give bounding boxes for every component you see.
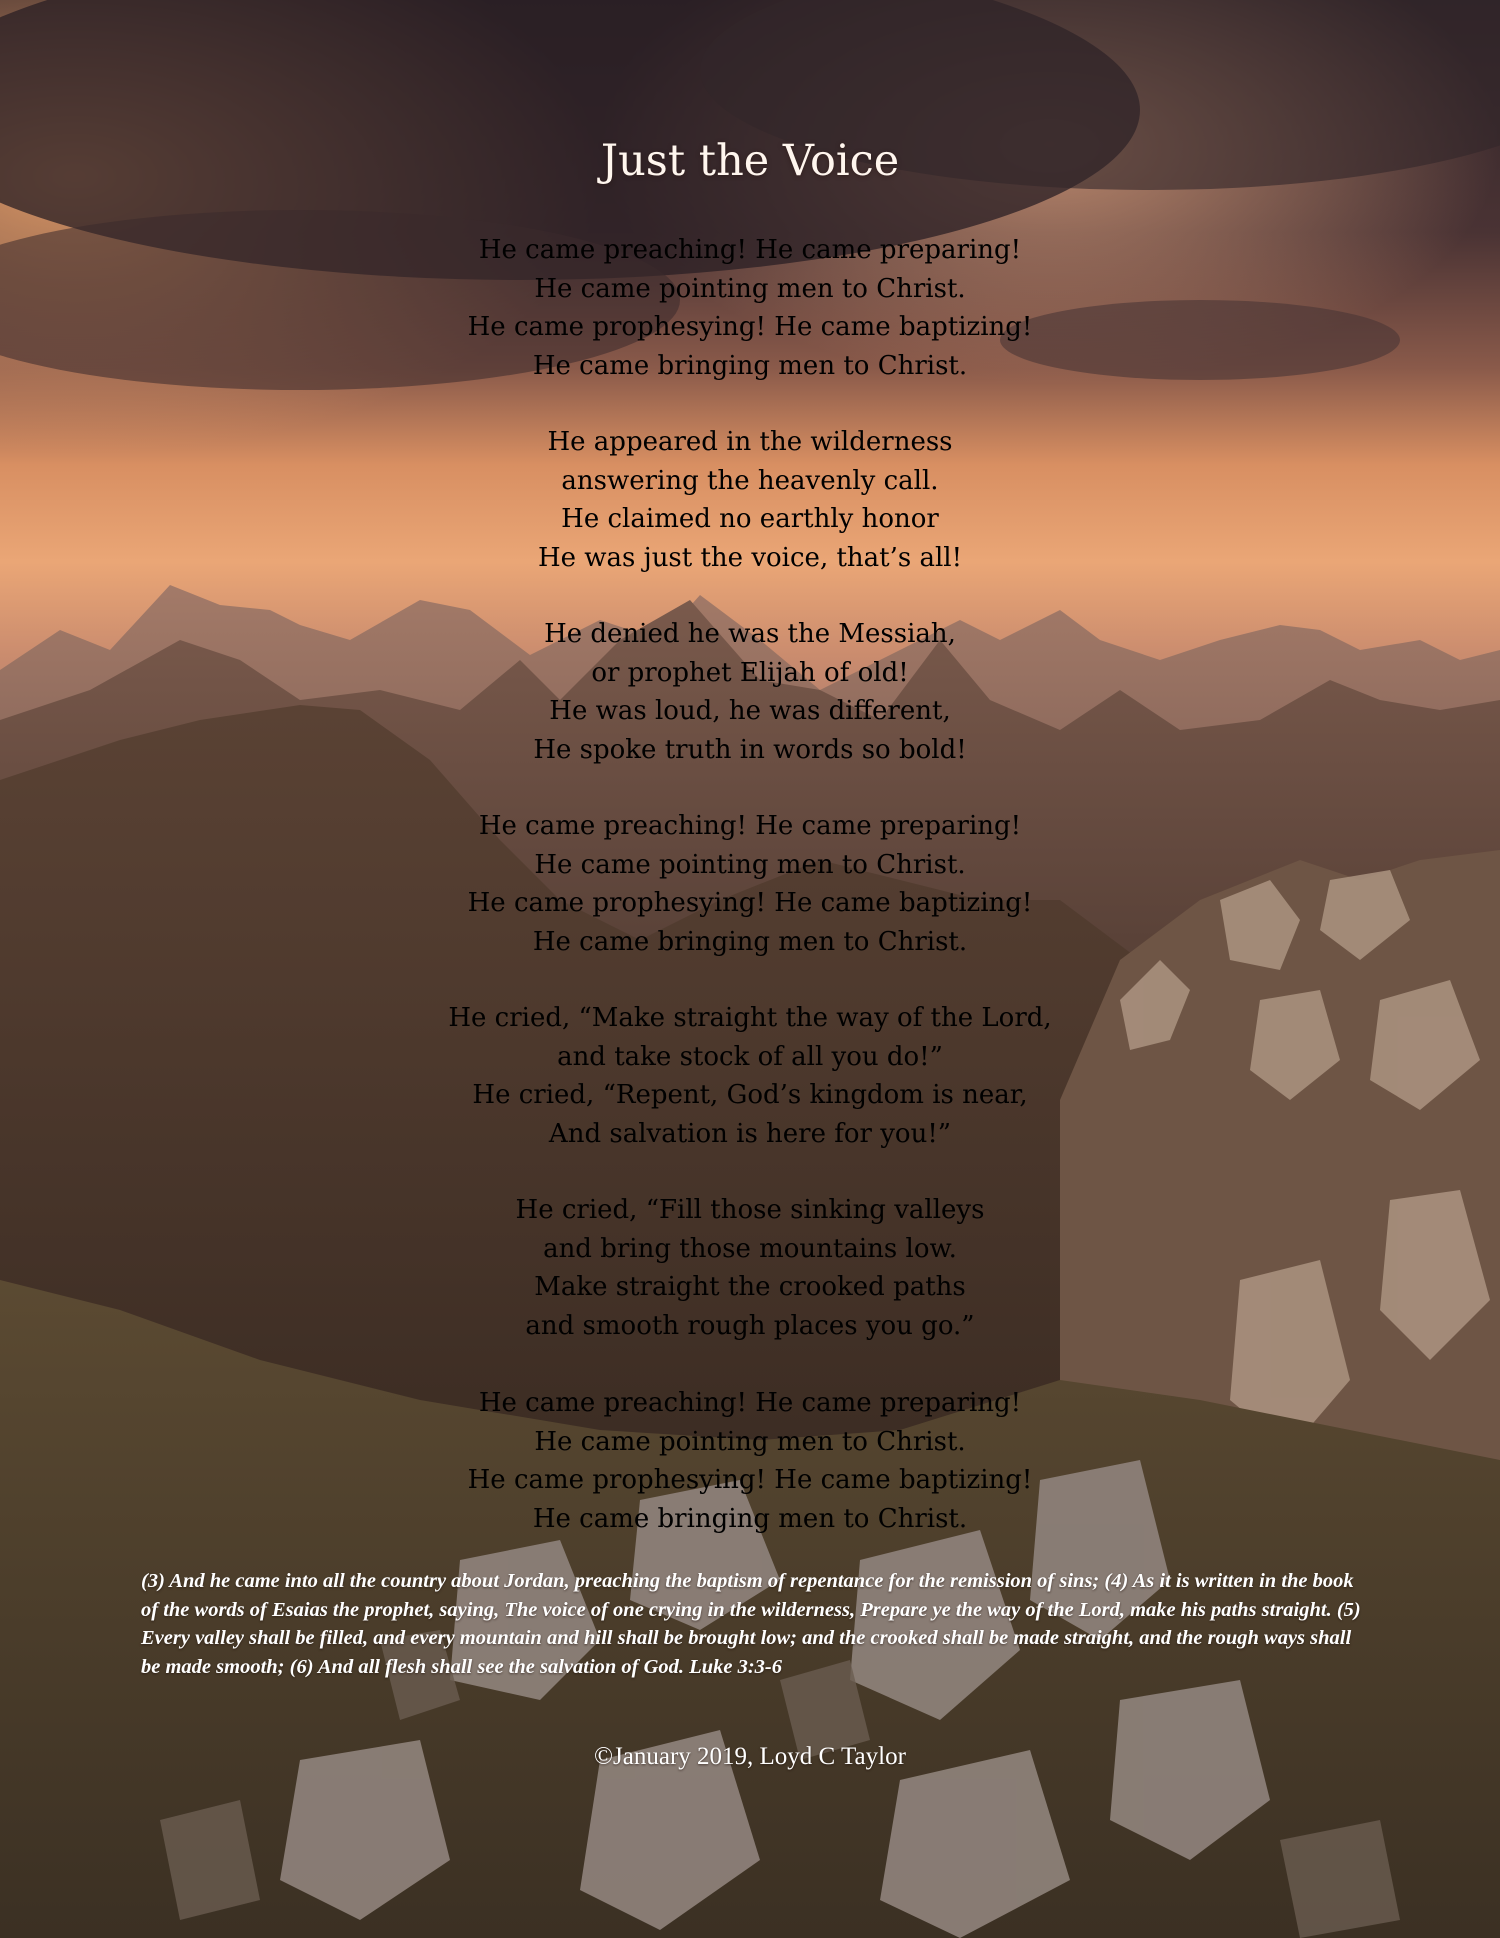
poem-line: He came prophesying! He came baptizing! (467, 1465, 1033, 1495)
poem-line: Make straight the crooked paths (534, 1272, 966, 1302)
stanza-3 (0, 615, 1500, 769)
poem-line: He came pointing men to Christ. (534, 1426, 966, 1457)
poem-line: He came preaching! He came preparing! (478, 1388, 1022, 1418)
stanza-4 (0, 807, 1500, 961)
copyright-notice: ©January 2019, Loyd C Taylor (594, 1743, 906, 1770)
scripture-quote: (3) And he came into all the country about Jordan, preaching the baptism of repentance for the remission of sins; (4) As it is written in the book of the words of Esaias the prophet, saying, The voice of one crying in the wilderness, Prepare ye the way of the Lord, make his paths straight. (5) Every valley shall be filled, and every mountain and hill shall be brought low; and the crooked shall be made straight, and the rough ways shall be made smooth; (6) And all flesh shall see the salvation of God. Luke 3:3-6 (141, 1570, 1361, 1678)
stanza-1 (0, 231, 1500, 385)
poem-line: He spoke truth in words so bold! (533, 734, 967, 765)
poem-line: or prophet Elijah of old! (591, 657, 909, 688)
poem-line: He was loud, he was different, (549, 696, 951, 726)
poem-line: He claimed no earthly honor (561, 504, 939, 534)
poem-line: answering the heavenly call. (561, 465, 939, 496)
poem-line: He appeared in the wilderness (547, 427, 953, 457)
poem-line: He came bringing men to Christ. (532, 1503, 968, 1534)
poem-line: He came prophesying! He came baptizing! (467, 888, 1033, 918)
poem-line: and take stock of all you do!” (557, 1041, 943, 1072)
poem-line: He cried, “Fill those sinking valleys (515, 1195, 985, 1225)
stanza-7 (0, 1384, 1500, 1538)
poem-line: He came bringing men to Christ. (532, 350, 968, 381)
poem-title: Just the Voice (600, 136, 900, 186)
poem-line: He was just the voice, that’s all! (537, 542, 963, 573)
stanza-2 (0, 423, 1500, 577)
poem-line: He came pointing men to Christ. (534, 273, 966, 304)
poem-line: He came preaching! He came preparing! (478, 811, 1022, 841)
poem-line: He came bringing men to Christ. (532, 926, 968, 957)
poem-line: He denied he was the Messiah, (544, 619, 956, 649)
stanza-5 (0, 999, 1500, 1153)
poem-line: And salvation is here for you!” (548, 1118, 952, 1149)
poem-line: He came prophesying! He came baptizing! (467, 312, 1033, 342)
poem-line: He cried, “Make straight the way of the Lord, (448, 1003, 1052, 1033)
poem-line: He came pointing men to Christ. (534, 849, 966, 880)
poem-line: He cried, “Repent, God’s kingdom is near, (472, 1080, 1028, 1110)
poem-line: and smooth rough places you go.” (525, 1310, 975, 1341)
stanza-6 (0, 1191, 1500, 1345)
poem-line: He came preaching! He came preparing! (478, 235, 1022, 265)
poem-line: and bring those mountains low. (543, 1233, 957, 1264)
